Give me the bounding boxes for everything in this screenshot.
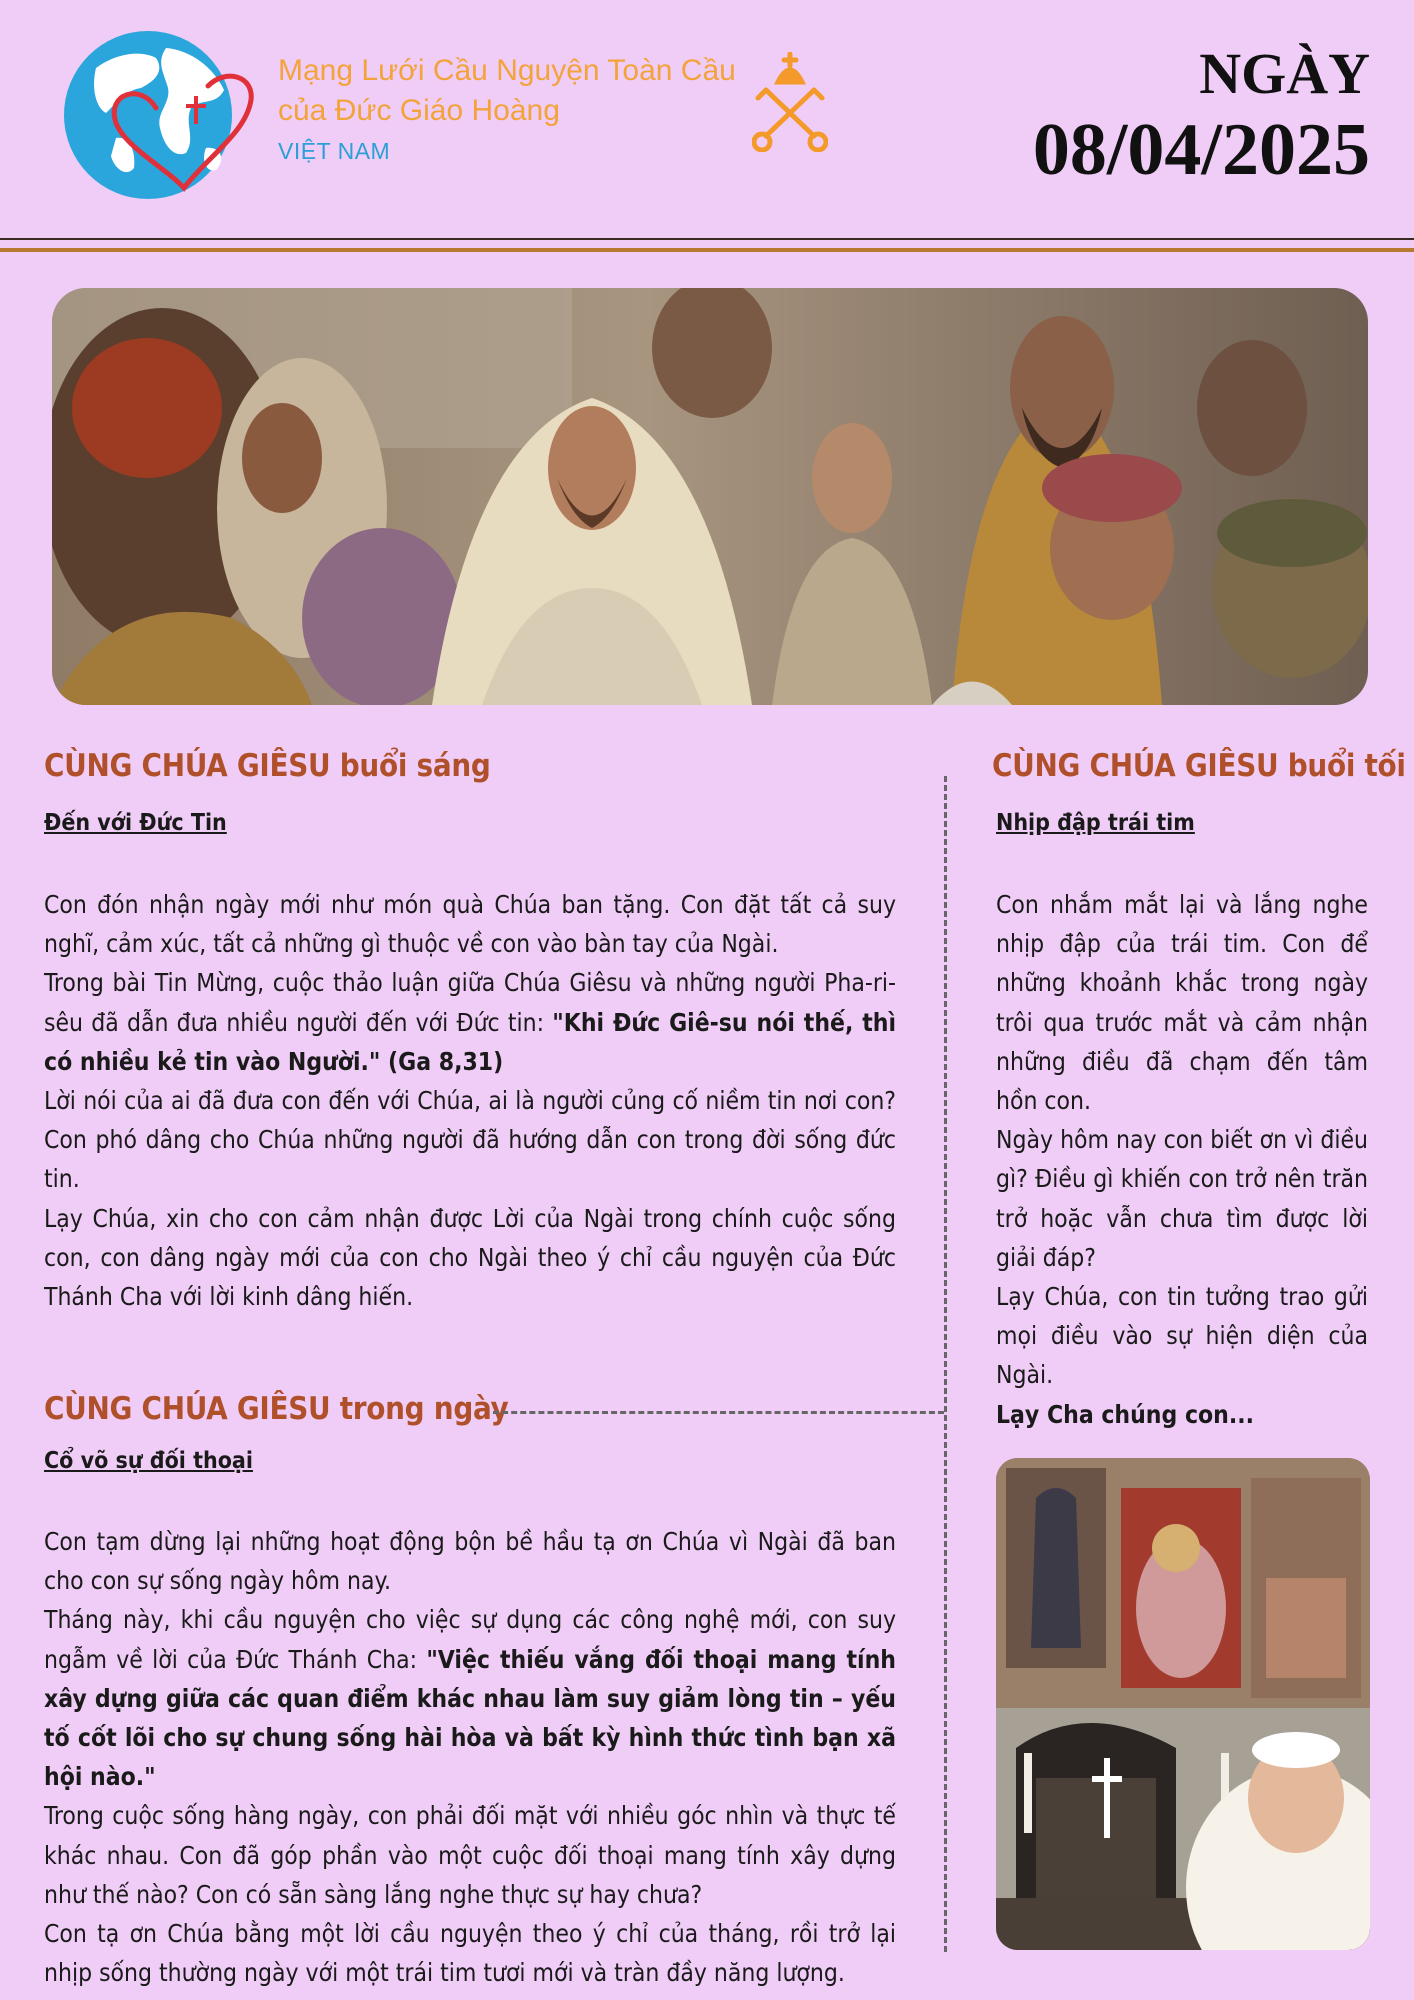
day-body <box>44 1522 896 1992</box>
globe-heart-logo <box>56 28 261 203</box>
papal-keys-emblem <box>752 52 828 152</box>
section-divider-horizontal <box>493 1411 944 1414</box>
page-date: 08/04/2025 <box>1032 109 1370 191</box>
evening-subtitle: Nhịp đập trái tim <box>996 810 1195 836</box>
evening-closing-wrap <box>996 1395 1368 1434</box>
morning-subtitle: Đến với Đức Tin <box>44 810 227 836</box>
morning-paragraph-3: Lời nói của ai đã đưa con đến với Chúa, ai là người củng cố niềm tin nơi con? Con phó dâng cho Chúa những người đã hướng dẫn con trong đời sống đức tin. <box>44 1086 896 1194</box>
evening-paragraph-1: Con nhắm mắt lại và lắng nghe nhịp đập của trái tim. Con để những khoảnh khắc trong ngày trôi qua trước mắt và cảm nhận những điều đã chạm đến tâm hồn con. <box>996 890 1368 1116</box>
day-paragraph-4: Con tạ ơn Chúa bằng một lời cầu nguyện theo ý chỉ của tháng, rồi trở lại nhịp sống thường ngày với một trái tim tươi mới và tràn đầy năng lượng. <box>44 1919 896 1988</box>
pope-praying-image <box>996 1458 1370 1950</box>
section-divider-vertical <box>944 776 947 1952</box>
day-subtitle: Cổ võ sự đối thoại <box>44 1448 253 1474</box>
morning-scripture-quote: "Khi Đức Giê-su nói thế, thì có nhiều kẻ tin vào Người." (Ga 8,31) <box>44 1007 896 1076</box>
day-p2-text: Tháng này, khi cầu nguyện cho việc sự dụng các công nghệ mới, con suy ngẫm về lời của Đức Thánh Cha: <box>44 1605 896 1674</box>
header-divider-gold <box>0 248 1414 252</box>
morning-body <box>44 885 896 1316</box>
org-name-line2: của Đức Giáo Hoàng <box>278 94 560 127</box>
morning-paragraph-4: Lạy Chúa, xin cho con cảm nhận được Lời của Ngài trong chính cuộc sống con, con dâng ngày mới của con cho Ngài theo ý chỉ cầu nguyện của Đức Thánh Cha với lời kinh dâng hiến. <box>44 1203 896 1312</box>
morning-title: CÙNG CHÚA GIÊSU buổi sáng <box>44 748 491 784</box>
evening-body <box>996 885 1368 1434</box>
evening-title: CÙNG CHÚA GIÊSU buổi tối <box>992 748 1406 784</box>
evening-closing-prayer: Lạy Cha chúng con... <box>996 1399 1254 1429</box>
org-country: VIỆT NAM <box>278 138 391 164</box>
day-label: NGÀY <box>1199 41 1370 106</box>
header-divider-dark <box>0 238 1414 240</box>
morning-paragraph-1: Con đón nhận ngày mới như món quà Chúa ban tặng. Con đặt tất cả suy nghĩ, cảm xúc, tất cả những gì thuộc về con vào bàn tay của Ngài. <box>44 890 896 959</box>
day-paragraph-2 <box>44 1600 896 1796</box>
morning-paragraph-2 <box>44 963 896 1081</box>
evening-paragraph-2: Ngày hôm nay con biết ơn vì điều gì? Điều gì khiến con trở nên trăn trở hoặc vẫn chưa tìm được lời giải đáp? <box>996 1125 1368 1272</box>
morning-p2-text: Trong bài Tin Mừng, cuộc thảo luận giữa Chúa Giêsu và những người Pha-ri-sêu đã dẫn đưa nhiều người đến với Đức tin: <box>44 968 896 1037</box>
org-name-line1: Mạng Lưới Cầu Nguyện Toàn Cầu <box>278 54 736 87</box>
day-paragraph-1: Con tạm dừng lại những hoạt động bộn bề hầu tạ ơn Chúa vì Ngài đã ban cho con sự sống ngày hôm nay. <box>44 1527 896 1596</box>
day-title: CÙNG CHÚA GIÊSU trong ngày <box>44 1391 509 1427</box>
day-paragraph-3: Trong cuộc sống hàng ngày, con phải đối mặt với nhiều góc nhìn và thực tế khác nhau. Con đã góp phần vào một cuộc đối thoại mang tính xây dựng như thế nào? Con có sẵn sàng lắng nghe thực sự hay chưa? <box>44 1801 896 1909</box>
day-pope-quote: "Việc thiếu vắng đối thoại mang tính xây dựng giữa các quan điểm khác nhau làm suy giảm lòng tin – yếu tố cốt lõi cho sự chung sống hài hòa và bất kỳ hình thức tình bạn xã hội nào." <box>44 1644 896 1792</box>
evening-paragraph-3: Lạy Chúa, con tin tưởng trao gửi mọi điều vào sự hiện diện của Ngài. <box>996 1282 1368 1390</box>
hero-image-jesus-crowd <box>52 288 1368 705</box>
